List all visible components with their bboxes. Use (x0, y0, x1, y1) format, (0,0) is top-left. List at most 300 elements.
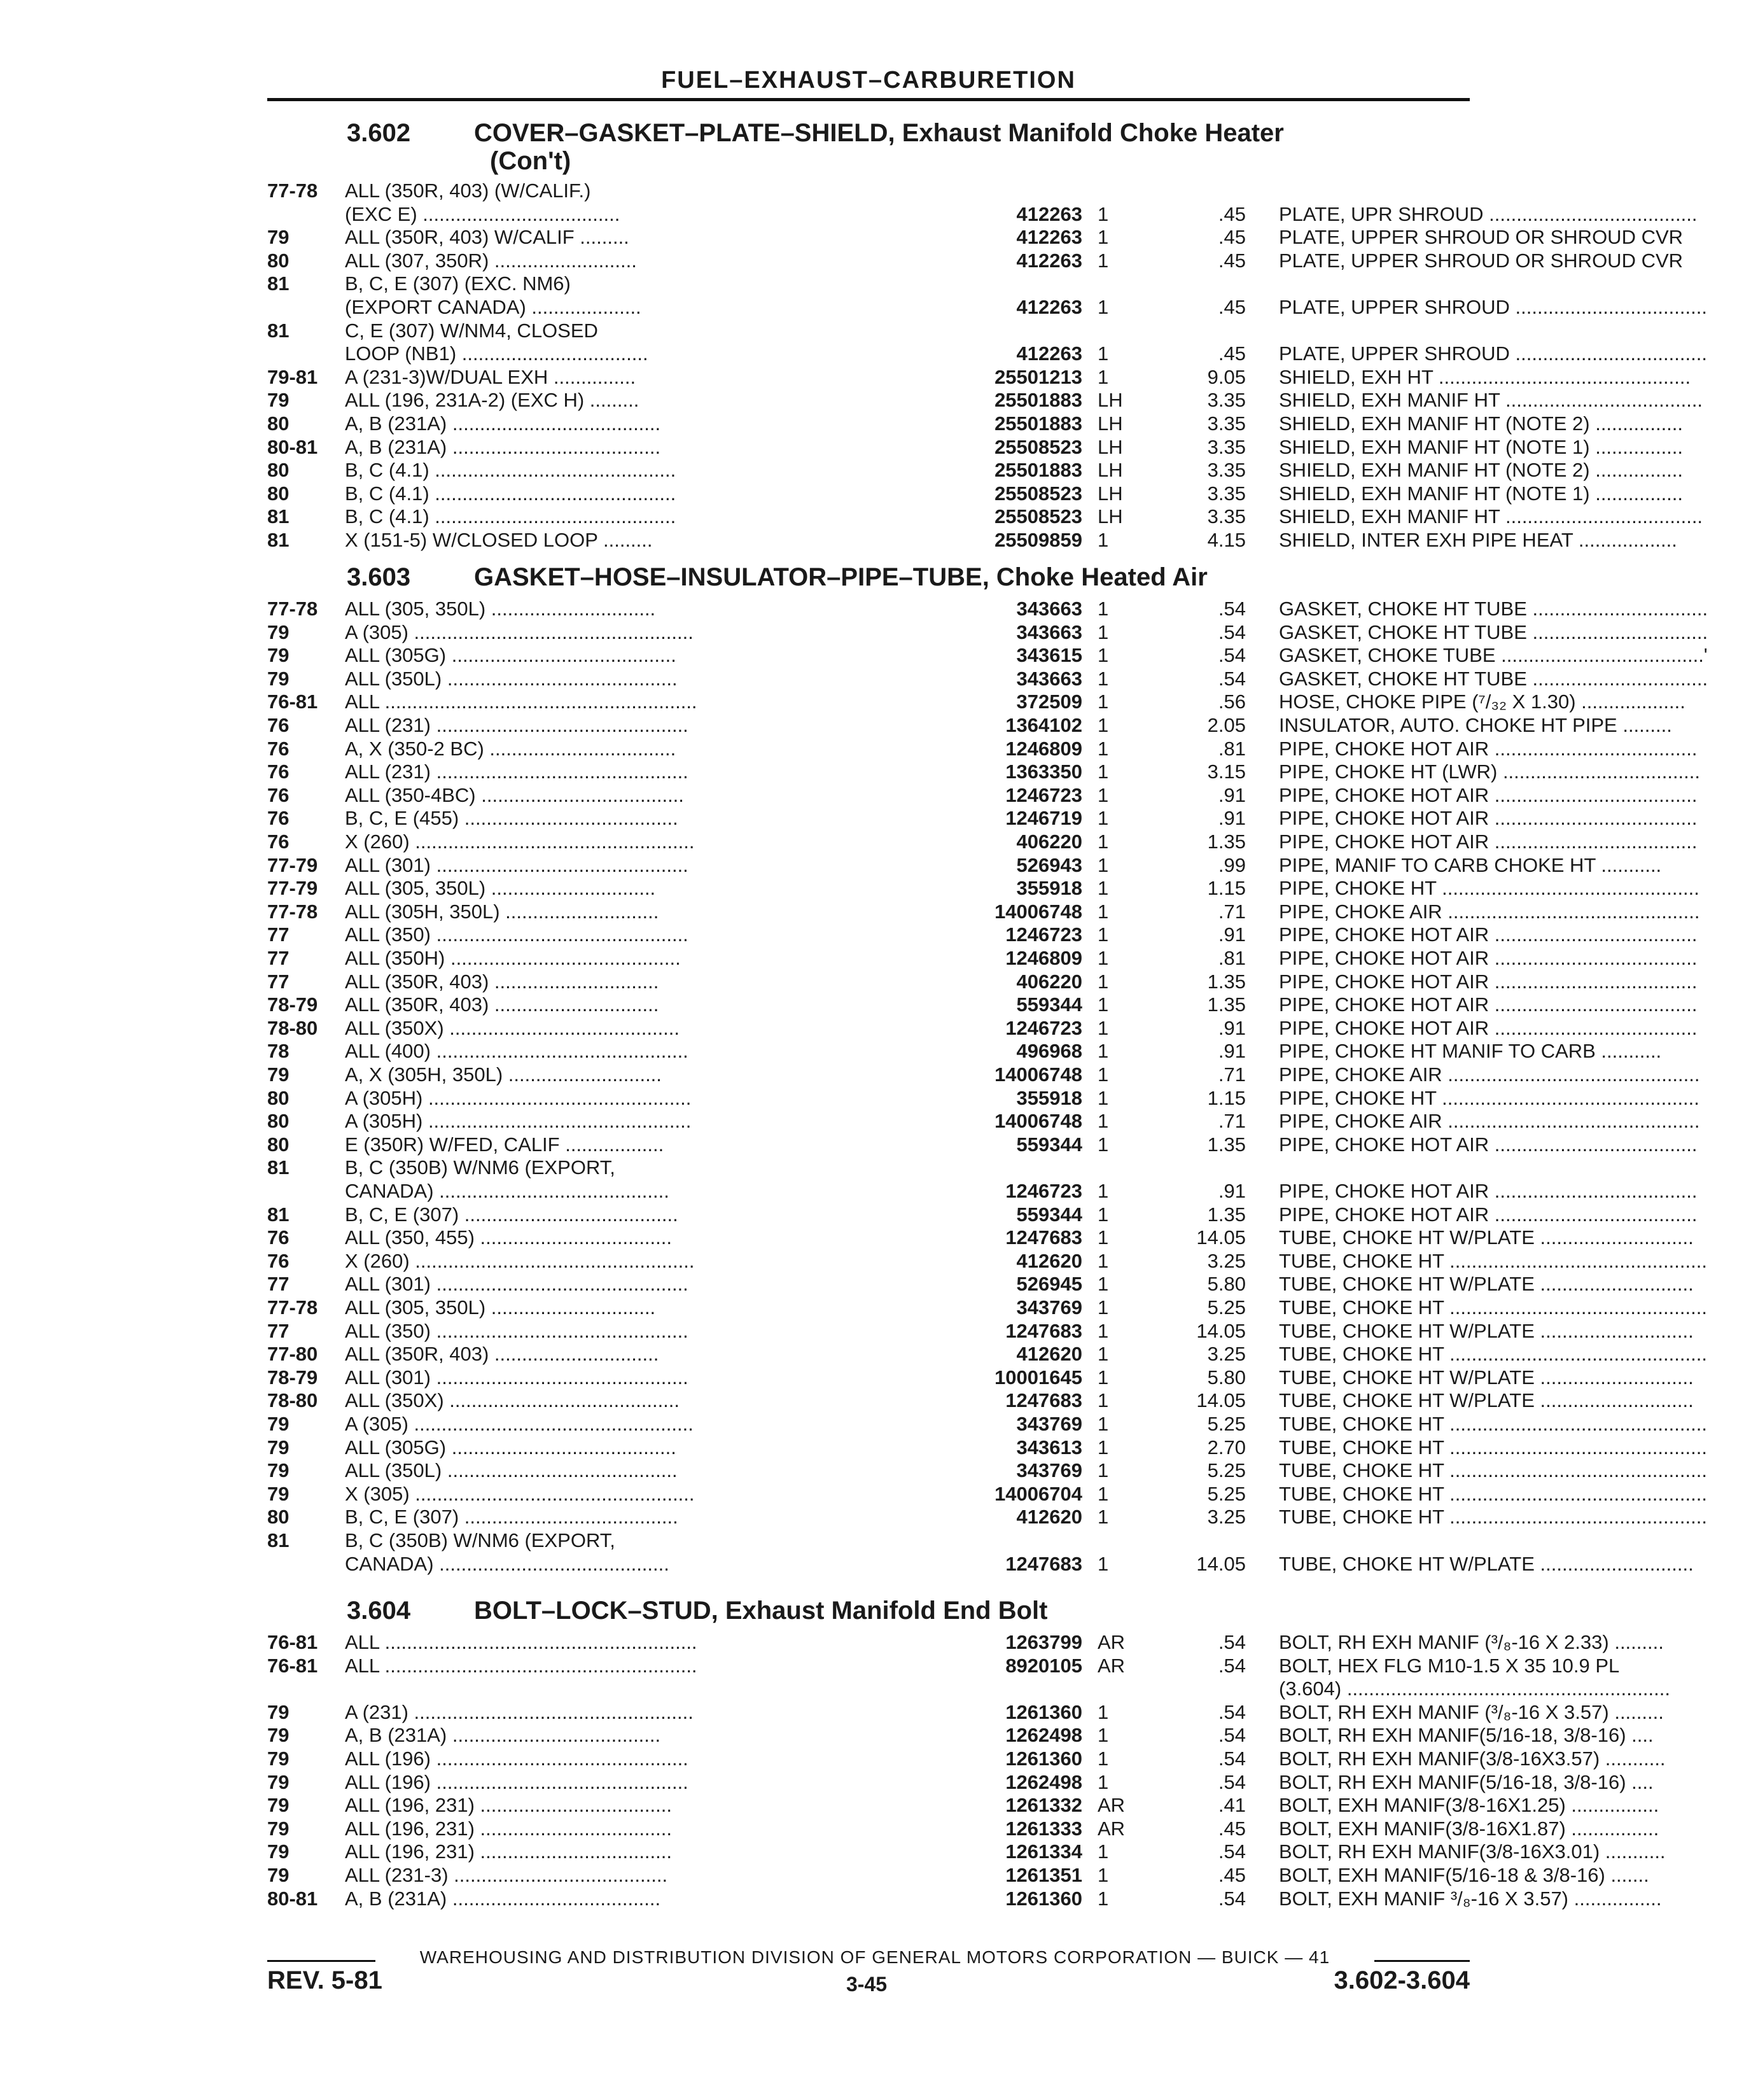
price-cell: .45 (1218, 1817, 1246, 1840)
application-cell: ALL (350R, 403) .............................. (345, 993, 659, 1016)
table-row (267, 807, 1698, 830)
part-number-cell: 10001645 (837, 1366, 1082, 1389)
price-cell: 1.35 (1207, 970, 1246, 993)
part-number-cell: 1261333 (837, 1817, 1082, 1840)
price-cell: 3.35 (1207, 459, 1246, 481)
quantity-cell: LH (1098, 482, 1123, 505)
year-cell: 79 (267, 1747, 290, 1770)
quantity-cell: 1 (1098, 1343, 1109, 1365)
section-heading: GASKET–HOSE–INSULATOR–PIPE–TUBE, Choke Heated Air (474, 563, 1208, 591)
table-row (267, 296, 1707, 319)
year-cell: 78-79 (267, 1366, 318, 1389)
quantity-cell: 1 (1098, 1366, 1109, 1389)
table-row (267, 1771, 1654, 1794)
table-row (267, 690, 1685, 713)
price-cell: 5.25 (1207, 1483, 1246, 1505)
description-cell: TUBE, CHOKE HT W/PLATE ............................ (1279, 1320, 1694, 1342)
description-cell: TUBE, CHOKE HT W/PLATE ............................ (1279, 1553, 1694, 1575)
description-cell: PIPE, CHOKE HOT AIR ..................................... (1279, 970, 1698, 993)
table-row (267, 482, 1684, 505)
part-number-cell: 1364102 (837, 714, 1082, 737)
table-row (267, 1459, 1707, 1482)
year-cell: 77 (267, 970, 290, 993)
description-cell: BOLT, RH EXH MANIF (³/₈-16 X 2.33) ......... (1279, 1631, 1664, 1653)
part-number-cell: 25508523 (837, 482, 1082, 505)
year-cell: 79 (267, 226, 290, 248)
year-cell: 81 (267, 1156, 290, 1179)
description-cell: PIPE, CHOKE HT (LWR) .................................... (1279, 760, 1701, 783)
quantity-cell: LH (1098, 459, 1123, 481)
year-cell: 77 (267, 1320, 290, 1342)
application-cell: A (305H) ................................................ (345, 1110, 692, 1132)
application-cell: ALL (350X) .......................................... (345, 1017, 680, 1039)
table-row (267, 784, 1698, 807)
year-cell: 76-81 (267, 690, 318, 713)
quantity-cell: 1 (1098, 807, 1109, 829)
year-cell: 80 (267, 249, 290, 272)
table-row (267, 1320, 1694, 1343)
part-number-cell: 343769 (837, 1413, 1082, 1436)
application-cell: ALL (305G) ......................................... (345, 644, 676, 666)
table-row (267, 1747, 1666, 1770)
part-number-cell: 412263 (837, 296, 1082, 319)
description-cell: TUBE, CHOKE HT ............................................... (1279, 1413, 1707, 1435)
application-cell: ALL (350X) .......................................... (345, 1389, 680, 1411)
table-row (267, 319, 1470, 342)
price-cell: 5.25 (1207, 1296, 1246, 1319)
part-number-cell: 372509 (837, 690, 1082, 713)
quantity-cell: 1 (1098, 1063, 1109, 1086)
table-row (267, 1840, 1666, 1863)
part-number-cell: 1246809 (837, 738, 1082, 760)
table-row (267, 1483, 1707, 1506)
description-cell: TUBE, CHOKE HT ............................................... (1279, 1250, 1707, 1272)
table-row (267, 226, 1684, 249)
table-row (267, 1133, 1698, 1156)
application-cell: X (305) ................................................... (345, 1483, 695, 1505)
quantity-cell: 1 (1098, 342, 1109, 365)
application-cell: ALL (301) .............................................. (345, 1273, 688, 1295)
quantity-cell: 1 (1098, 1296, 1109, 1319)
quantity-cell: 1 (1098, 1273, 1109, 1295)
price-cell: 2.05 (1207, 714, 1246, 736)
description-cell: TUBE, CHOKE HT W/PLATE ............................ (1279, 1273, 1694, 1295)
part-number-cell: 412620 (837, 1343, 1082, 1366)
table-row (267, 1864, 1649, 1887)
table-row (267, 760, 1701, 783)
application-cell: X (260) ................................................... (345, 1250, 695, 1272)
price-cell: 3.35 (1207, 436, 1246, 458)
table-row (267, 1677, 1670, 1700)
quantity-cell: 1 (1098, 1203, 1109, 1226)
year-cell: 76-81 (267, 1631, 318, 1653)
year-cell: 80 (267, 1133, 290, 1156)
application-cell: A, X (350-2 BC) .................................. (345, 738, 676, 760)
table-row (267, 1887, 1662, 1910)
application-cell: B, C, E (455) ....................................... (345, 807, 678, 829)
year-cell: 80 (267, 412, 290, 435)
part-number-cell: 14006704 (837, 1483, 1082, 1506)
table-row (267, 1553, 1694, 1576)
year-cell: 78-80 (267, 1017, 318, 1039)
part-number-cell: 343663 (837, 668, 1082, 690)
table-row (267, 1366, 1694, 1389)
table-row (267, 529, 1677, 552)
year-cell: 81 (267, 529, 290, 551)
part-number-cell: 343769 (837, 1459, 1082, 1482)
description-cell: SHIELD, EXH MANIF HT (NOTE 1) ................ (1279, 436, 1684, 458)
description-cell: GASKET, CHOKE HT TUBE ................................ (1279, 598, 1708, 620)
description-cell: BOLT, RH EXH MANIF(5/16-18, 3/8-16) .... (1279, 1771, 1654, 1793)
quantity-cell: 1 (1098, 1459, 1109, 1481)
price-cell: 5.80 (1207, 1366, 1246, 1389)
quantity-cell: 1 (1098, 249, 1109, 272)
table-row (267, 923, 1698, 946)
part-number-cell: 1261360 (837, 1887, 1082, 1910)
year-cell: 77 (267, 923, 290, 946)
year-cell: 80 (267, 459, 290, 481)
price-cell: .54 (1218, 1631, 1246, 1653)
description-cell: BOLT, EXH MANIF ³/₈-16 X 3.57) ................ (1279, 1887, 1662, 1910)
header-rule (267, 98, 1470, 101)
price-cell: 14.05 (1196, 1389, 1246, 1411)
table-row (267, 970, 1698, 993)
application-cell: ALL ......................................................... (345, 1631, 697, 1653)
price-cell: 5.25 (1207, 1413, 1246, 1435)
application-cell: ALL (305, 350L) .............................. (345, 598, 656, 620)
description-cell: PLATE, UPPER SHROUD ................................... (1279, 296, 1707, 318)
table-row (267, 1226, 1694, 1249)
quantity-cell: 1 (1098, 1553, 1109, 1575)
application-cell: B, C, E (307) ....................................... (345, 1203, 678, 1226)
year-cell: 80 (267, 1087, 290, 1109)
application-cell: ALL (350L) .......................................... (345, 668, 678, 690)
description-cell: GASKET, CHOKE HT TUBE ................................ (1279, 668, 1708, 690)
quantity-cell: LH (1098, 436, 1123, 458)
description-cell: PIPE, CHOKE HT ............................................... (1279, 1087, 1699, 1109)
price-cell: 4.15 (1207, 529, 1246, 551)
price-cell: 1.35 (1207, 830, 1246, 853)
description-cell: BOLT, RH EXH MANIF (³/₈-16 X 3.57) ......... (1279, 1701, 1664, 1723)
year-cell: 81 (267, 319, 290, 342)
price-cell: .91 (1218, 1180, 1246, 1202)
year-cell: 79 (267, 1794, 290, 1816)
part-number-cell: 14006748 (837, 1063, 1082, 1086)
application-cell: E (350R) W/FED, CALIF .................. (345, 1133, 664, 1156)
description-cell: PIPE, CHOKE HT MANIF TO CARB ........... (1279, 1040, 1662, 1062)
part-number-cell: 1261360 (837, 1701, 1082, 1724)
year-cell: 80 (267, 482, 290, 505)
application-cell: B, C (350B) W/NM6 (EXPORT, (345, 1529, 615, 1551)
application-cell: A, B (231A) ...................................... (345, 1724, 661, 1746)
part-number-cell: 1247683 (837, 1389, 1082, 1412)
description-cell: BOLT, EXH MANIF(5/16-18 & 3/8-16) ....... (1279, 1864, 1649, 1886)
table-row (267, 854, 1662, 877)
year-cell: 77-79 (267, 877, 318, 899)
application-cell: ALL (350R, 403) .............................. (345, 970, 659, 993)
part-number-cell: 1263799 (837, 1631, 1082, 1654)
year-cell: 78-80 (267, 1389, 318, 1411)
quantity-cell: 1 (1098, 296, 1109, 318)
price-cell: .54 (1218, 1724, 1246, 1746)
table-row (267, 1110, 1700, 1133)
application-cell: ALL (305, 350L) .............................. (345, 1296, 656, 1319)
footer-rule-right (1374, 1960, 1470, 1962)
table-row (267, 1631, 1664, 1654)
description-cell: PIPE, CHOKE HOT AIR ..................................... (1279, 947, 1698, 969)
quantity-cell: 1 (1098, 1747, 1109, 1770)
part-number-cell: 1262498 (837, 1724, 1082, 1747)
quantity-cell: 1 (1098, 529, 1109, 551)
table-row (267, 644, 1708, 667)
price-cell: .45 (1218, 203, 1246, 225)
section-heading: BOLT–LOCK–STUD, Exhaust Manifold End Bolt (474, 1597, 1048, 1625)
price-cell: 1.35 (1207, 1133, 1246, 1156)
quantity-cell: 1 (1098, 226, 1109, 248)
price-cell: 3.25 (1207, 1343, 1246, 1365)
quantity-cell: 1 (1098, 1087, 1109, 1109)
price-cell: .54 (1218, 644, 1246, 666)
part-number-cell: 1247683 (837, 1553, 1082, 1576)
table-row (267, 1156, 1470, 1179)
year-cell: 79 (267, 1483, 290, 1505)
application-cell: ALL (350L) .......................................... (345, 1459, 678, 1481)
part-number-cell: 1261360 (837, 1747, 1082, 1770)
year-cell: 76 (267, 830, 290, 853)
table-row (267, 1529, 1470, 1552)
year-cell: 80 (267, 1110, 290, 1132)
table-row (267, 668, 1708, 690)
description-cell: PIPE, CHOKE HOT AIR ..................................... (1279, 1180, 1698, 1202)
price-cell: .71 (1218, 900, 1246, 923)
part-number-cell: 412263 (837, 226, 1082, 249)
part-number-cell: 496968 (837, 1040, 1082, 1063)
year-cell: 76 (267, 1226, 290, 1249)
section-heading: COVER–GASKET–PLATE–SHIELD, Exhaust Manifold Choke Heater (474, 119, 1284, 147)
table-row (267, 1436, 1707, 1459)
description-cell: GASKET, CHOKE HT TUBE ................................ (1279, 621, 1708, 643)
quantity-cell: 1 (1098, 1017, 1109, 1039)
year-cell: 77-78 (267, 1296, 318, 1319)
description-cell: PLATE, UPPER SHROUD OR SHROUD CVR (1279, 226, 1684, 248)
year-cell: 79 (267, 1840, 290, 1863)
quantity-cell: 1 (1098, 203, 1109, 225)
application-cell: ALL (196) .............................................. (345, 1771, 688, 1793)
description-cell: PIPE, CHOKE HOT AIR ..................................... (1279, 830, 1698, 853)
quantity-cell: 1 (1098, 714, 1109, 736)
price-cell: .45 (1218, 342, 1246, 365)
application-cell: ALL (196) .............................................. (345, 1747, 688, 1770)
table-row (267, 1506, 1707, 1529)
year-cell: 79 (267, 644, 290, 666)
application-cell: B, C, E (307) (EXC. NM6) (345, 272, 571, 295)
price-cell: .45 (1218, 249, 1246, 272)
year-cell: 77-78 (267, 598, 318, 620)
part-number-cell: 1262498 (837, 1771, 1082, 1794)
application-cell: ALL (350) .............................................. (345, 1320, 688, 1342)
application-cell: (EXC E) .................................... (345, 203, 620, 225)
quantity-cell: AR (1098, 1655, 1126, 1677)
year-cell: 80-81 (267, 1887, 318, 1910)
part-number-cell: 25508523 (837, 436, 1082, 459)
table-row (267, 1655, 1620, 1677)
application-cell: A, B (231A) ...................................... (345, 412, 661, 435)
year-cell: 79 (267, 1436, 290, 1459)
quantity-cell: 1 (1098, 760, 1109, 783)
table-row (267, 1701, 1664, 1724)
description-cell: PIPE, CHOKE HOT AIR ..................................... (1279, 784, 1698, 806)
year-cell: 81 (267, 505, 290, 528)
price-cell: .91 (1218, 1040, 1246, 1062)
price-cell: 9.05 (1207, 366, 1246, 388)
year-cell: 79 (267, 1724, 290, 1746)
price-cell: 3.25 (1207, 1250, 1246, 1272)
part-number-cell: 25509859 (837, 529, 1082, 552)
application-cell: ALL (350R, 403) (W/CALIF.) (345, 179, 591, 202)
description-cell: BOLT, RH EXH MANIF(5/16-18, 3/8-16) .... (1279, 1724, 1654, 1746)
section-title (347, 118, 1492, 175)
table-row (267, 621, 1708, 644)
application-cell: B, C (350B) W/NM6 (EXPORT, (345, 1156, 615, 1179)
quantity-cell: LH (1098, 412, 1123, 435)
application-cell: A, B (231A) ...................................... (345, 436, 661, 458)
quantity-cell: 1 (1098, 947, 1109, 969)
quantity-cell: 1 (1098, 598, 1109, 620)
quantity-cell: 1 (1098, 1180, 1109, 1202)
application-cell: B, C (4.1) ............................................ (345, 482, 676, 505)
application-cell: A, B (231A) ...................................... (345, 1887, 661, 1910)
part-number-cell: 1246723 (837, 1017, 1082, 1040)
description-cell: TUBE, CHOKE HT W/PLATE ............................ (1279, 1366, 1694, 1389)
table-row (267, 179, 1470, 202)
description-cell: PIPE, CHOKE HOT AIR ..................................... (1279, 738, 1698, 760)
section-number: 3.604 (347, 1597, 411, 1625)
quantity-cell: 1 (1098, 1864, 1109, 1886)
year-cell: 77 (267, 947, 290, 969)
quantity-cell: 1 (1098, 854, 1109, 876)
description-cell: BOLT, RH EXH MANIF(3/8-16X3.57) ........... (1279, 1747, 1666, 1770)
description-cell: INSULATOR, AUTO. CHOKE HT PIPE ......... (1279, 714, 1672, 736)
year-cell: 79 (267, 621, 290, 643)
part-number-cell: 1261351 (837, 1864, 1082, 1887)
description-cell: HOSE, CHOKE PIPE (⁷/₃₂ X 1.30) ................... (1279, 690, 1685, 713)
part-number-cell: 412263 (837, 342, 1082, 365)
quantity-cell: AR (1098, 1794, 1126, 1816)
part-number-cell: 14006748 (837, 900, 1082, 923)
description-cell: PLATE, UPR SHROUD ...................................... (1279, 203, 1698, 225)
table-row (267, 714, 1672, 737)
year-cell: 78-79 (267, 993, 318, 1016)
table-row (267, 1343, 1707, 1366)
table-row (267, 389, 1703, 412)
part-number-cell: 412263 (837, 203, 1082, 226)
table-row (267, 1180, 1698, 1203)
description-cell: PIPE, CHOKE HOT AIR ..................................... (1279, 993, 1698, 1016)
description-cell: TUBE, CHOKE HT W/PLATE ............................ (1279, 1389, 1694, 1411)
price-cell: .91 (1218, 1017, 1246, 1039)
part-number-cell: 1261332 (837, 1794, 1082, 1817)
quantity-cell: LH (1098, 389, 1123, 411)
section-number: 3.603 (347, 563, 411, 591)
table-row (267, 1203, 1698, 1226)
application-cell: LOOP (NB1) .................................. (345, 342, 648, 365)
year-cell: 76 (267, 784, 290, 806)
application-cell: ALL (350-4BC) ..................................... (345, 784, 684, 806)
price-cell: 1.15 (1207, 1087, 1246, 1109)
year-cell: 76 (267, 714, 290, 736)
section-title (347, 1596, 1492, 1625)
application-cell: CANADA) .......................................... (345, 1553, 669, 1575)
part-number-cell: 25501883 (837, 389, 1082, 412)
year-cell: 79 (267, 668, 290, 690)
description-cell: PIPE, CHOKE HOT AIR ..................................... (1279, 807, 1698, 829)
part-number-cell: 559344 (837, 1133, 1082, 1156)
year-cell: 76 (267, 807, 290, 829)
part-number-cell: 1246723 (837, 784, 1082, 807)
part-number-cell: 355918 (837, 1087, 1082, 1110)
quantity-cell: AR (1098, 1817, 1126, 1840)
application-cell: B, C (4.1) ............................................ (345, 459, 676, 481)
part-number-cell: 1247683 (837, 1226, 1082, 1249)
price-cell: 3.25 (1207, 1506, 1246, 1528)
quantity-cell: 1 (1098, 900, 1109, 923)
year-cell: 79-81 (267, 366, 318, 388)
quantity-cell: 1 (1098, 1840, 1109, 1863)
application-cell: ALL (400) .............................................. (345, 1040, 688, 1062)
table-row (267, 1724, 1654, 1747)
price-cell: .99 (1218, 854, 1246, 876)
table-row (267, 1794, 1659, 1817)
description-cell: TUBE, CHOKE HT ............................................... (1279, 1459, 1707, 1481)
application-cell: A (305) ................................................... (345, 621, 694, 643)
quantity-cell: LH (1098, 505, 1123, 528)
year-cell: 79 (267, 389, 290, 411)
price-cell: .56 (1218, 690, 1246, 713)
price-cell: .71 (1218, 1063, 1246, 1086)
part-number-cell: 526945 (837, 1273, 1082, 1296)
description-cell: SHIELD, INTER EXH PIPE HEAT .................. (1279, 529, 1677, 551)
description-cell: SHIELD, EXH MANIF HT (NOTE 2) ................ (1279, 459, 1684, 481)
description-cell: SHIELD, EXH MANIF HT .................................... (1279, 505, 1703, 528)
description-cell: PIPE, MANIF TO CARB CHOKE HT ........... (1279, 854, 1662, 876)
table-row (267, 366, 1691, 389)
part-number-cell: 1246723 (837, 1180, 1082, 1203)
price-cell: .54 (1218, 621, 1246, 643)
part-number-cell: 1246723 (837, 923, 1082, 946)
part-number-cell: 406220 (837, 830, 1082, 853)
application-cell: ALL (350R, 403) .............................. (345, 1343, 659, 1365)
price-cell: .71 (1218, 1110, 1246, 1132)
application-cell: ALL (301) .............................................. (345, 854, 688, 876)
price-cell: .54 (1218, 1840, 1246, 1863)
table-row (267, 738, 1698, 760)
year-cell: 77-78 (267, 179, 318, 202)
application-cell: ALL ......................................................... (345, 690, 697, 713)
application-cell: ALL (196, 231A-2) (EXC H) ......... (345, 389, 639, 411)
year-cell: 77-79 (267, 854, 318, 876)
table-row (267, 249, 1684, 272)
year-cell: 80 (267, 1506, 290, 1528)
year-cell: 79 (267, 1701, 290, 1723)
year-cell: 79 (267, 1817, 290, 1840)
year-cell: 78 (267, 1040, 290, 1062)
application-cell: ALL (350R, 403) W/CALIF ......... (345, 226, 629, 248)
description-cell: SHIELD, EXH MANIF HT (NOTE 1) ................ (1279, 482, 1684, 505)
table-row (267, 1040, 1662, 1063)
price-cell: .54 (1218, 1771, 1246, 1793)
table-row (267, 203, 1698, 226)
table-row (267, 1250, 1707, 1273)
